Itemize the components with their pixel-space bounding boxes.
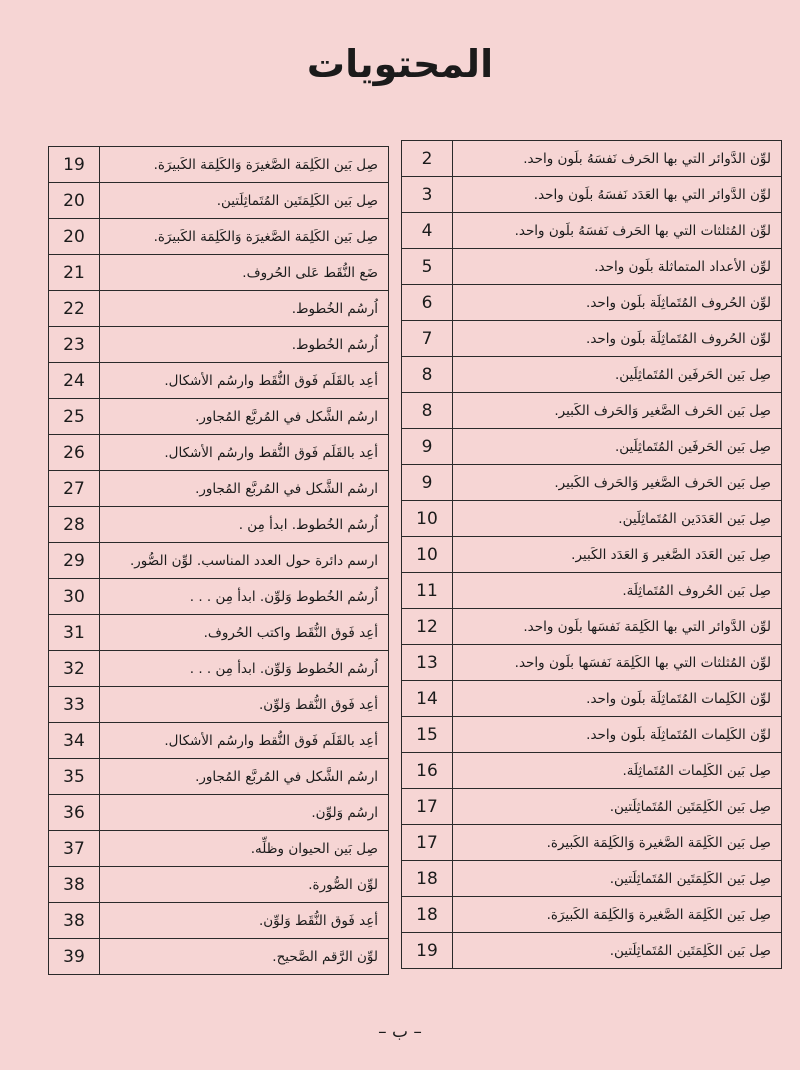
toc-page-number: 34 xyxy=(49,723,100,759)
toc-entry-text: لوِّن المُثلثات التي بها الكَلِمَة نَفسَها بلَون واحد. xyxy=(453,645,782,681)
toc-page-number: 16 xyxy=(402,753,453,789)
toc-row xyxy=(49,183,389,219)
toc-row xyxy=(402,861,782,897)
toc-entry-text: صِل بَين الحَرفَين المُتَماثِلَين. xyxy=(453,357,782,393)
toc-entry-text: لوِّن الصُّورة. xyxy=(100,867,389,903)
toc-entry-text: صِل بَين الكَلِمَة الصَّغيرَة وَالكَلِمَة الكَبيرَة. xyxy=(100,147,389,183)
toc-page-number: 30 xyxy=(49,579,100,615)
toc-page-number: 2 xyxy=(402,141,453,177)
toc-page-number: 29 xyxy=(49,543,100,579)
toc-row xyxy=(49,255,389,291)
toc-row xyxy=(402,393,782,429)
toc-table-right xyxy=(401,140,782,969)
page-title: المحتويات xyxy=(306,42,494,86)
toc-row xyxy=(49,795,389,831)
toc-entry-text: اُرسُم الخُطوط. xyxy=(100,291,389,327)
toc-page-number: 3 xyxy=(402,177,453,213)
toc-entry-text: صِل بَين الكَلِمَتَين المُتَماثِلَتين. xyxy=(100,183,389,219)
toc-entry-text: صِل بَين الكَلِمَة الصَّغيرة وَالكَلِمَة الكَبيرَة. xyxy=(453,897,782,933)
toc-entry-text: صِل بَين الكَلِمَة الصَّغيرَة وَالكَلِمَة الكَبيرَة. xyxy=(100,219,389,255)
toc-row xyxy=(49,579,389,615)
toc-entry-text: صِل بَين العَدَد الصَّغير وَ العَدَد الكَبير. xyxy=(453,537,782,573)
toc-row xyxy=(402,825,782,861)
toc-entry-text: لوِّن الكَلِمات المُتَماثِلَة بلَون واحد. xyxy=(453,681,782,717)
toc-page-number: 22 xyxy=(49,291,100,327)
toc-row xyxy=(402,897,782,933)
toc-row xyxy=(402,321,782,357)
toc-page-number: 32 xyxy=(49,651,100,687)
toc-page-number: 35 xyxy=(49,759,100,795)
toc-page-number: 26 xyxy=(49,435,100,471)
toc-page-number: 17 xyxy=(402,825,453,861)
toc-page-number: 12 xyxy=(402,609,453,645)
toc-row xyxy=(402,789,782,825)
toc-page-number: 21 xyxy=(49,255,100,291)
toc-page-number: 10 xyxy=(402,537,453,573)
toc-row xyxy=(402,537,782,573)
toc-entry-text: لوِّن الدَّوائر التي بها الكَلِمَة نَفسَها بلَون واحد. xyxy=(453,609,782,645)
toc-entry-text: ضَع النُّقَط عَلى الحُروف. xyxy=(100,255,389,291)
toc-row xyxy=(49,399,389,435)
toc-row xyxy=(402,717,782,753)
toc-page-number: 8 xyxy=(402,393,453,429)
toc-page-number: 25 xyxy=(49,399,100,435)
toc-entry-text: صِل بَين الحَرف الصَّغير وَالحَرف الكَبير. xyxy=(453,465,782,501)
toc-entry-text: لوِّن المُثلثات التي بها الحَرف نَفسَهُ بلَون واحد. xyxy=(453,213,782,249)
toc-entry-text: أعِد بالقَلَم فَوق النُّقط وارسُم الأشكال. xyxy=(100,723,389,759)
toc-page-number: 5 xyxy=(402,249,453,285)
toc-page-number: 38 xyxy=(49,903,100,939)
toc-page-number: 33 xyxy=(49,687,100,723)
toc-page-number: 28 xyxy=(49,507,100,543)
toc-row xyxy=(49,291,389,327)
toc-page-number: 27 xyxy=(49,471,100,507)
toc-row xyxy=(402,645,782,681)
toc-entry-text: ارسُم الشَّكل في المُربَّع المُجاور. xyxy=(100,399,389,435)
toc-entry-text: اُرسُم الخُطوط وَلوِّن. ابدأ مِن . . . xyxy=(100,651,389,687)
toc-row xyxy=(402,249,782,285)
toc-page-number: 4 xyxy=(402,213,453,249)
toc-entry-text: لوِّن الأعداد المتماثلة بلَون واحد. xyxy=(453,249,782,285)
toc-row xyxy=(49,543,389,579)
toc-entry-text: لوِّن الدَّوائر التي بها الحَرف نَفسَهُ بلَون واحد. xyxy=(453,141,782,177)
toc-entry-text: ارسُم الشَّكل في المُربَّع المُجاور. xyxy=(100,471,389,507)
toc-page-number: 17 xyxy=(402,789,453,825)
toc-entry-text: صِل بَين الكَلِمَتَين المُتَماثِلَتين. xyxy=(453,789,782,825)
toc-row xyxy=(402,933,782,969)
toc-entry-text: لوِّن الحُروف المُتَماثِلَة بلَون واحد. xyxy=(453,285,782,321)
toc-entry-text: أعِد فَوق النُّقَط واكتب الحُروف. xyxy=(100,615,389,651)
toc-row xyxy=(49,687,389,723)
toc-row xyxy=(49,471,389,507)
toc-entry-text: صِل بَين العَدَدَين المُتَماثِلَين. xyxy=(453,501,782,537)
toc-entry-text: أعِد فَوق النُّقط وَلوِّن. xyxy=(100,687,389,723)
toc-row xyxy=(49,507,389,543)
toc-row xyxy=(402,501,782,537)
toc-page-number: 9 xyxy=(402,465,453,501)
toc-row xyxy=(402,177,782,213)
toc-row xyxy=(49,651,389,687)
toc-row xyxy=(49,759,389,795)
toc-entry-text: لوِّن الرَّقم الصَّحيح. xyxy=(100,939,389,975)
toc-page-number: 11 xyxy=(402,573,453,609)
toc-row xyxy=(49,147,389,183)
toc-entry-text: صِل بَين الحَرفَين المُتَماثِلَين. xyxy=(453,429,782,465)
toc-row xyxy=(49,831,389,867)
toc-page-number: 38 xyxy=(49,867,100,903)
toc-row xyxy=(49,867,389,903)
toc-entry-text: صِل بَين الحيوان وظلِّه. xyxy=(100,831,389,867)
toc-entry-text: اُرسُم الخُطوط. xyxy=(100,327,389,363)
toc-entry-text: اُرسُم الخُطوط. ابدأ مِن . xyxy=(100,507,389,543)
toc-row xyxy=(402,429,782,465)
toc-entry-text: أعِد بالقَلَم فَوق النُّقَط وارسُم الأشكال. xyxy=(100,363,389,399)
toc-page-number: 9 xyxy=(402,429,453,465)
toc-entry-text: أعِد بالقَلَم فَوق النُّقط وارسُم الأشكال. xyxy=(100,435,389,471)
toc-row xyxy=(402,465,782,501)
toc-row xyxy=(402,213,782,249)
toc-page-number: 15 xyxy=(402,717,453,753)
toc-page-number: 19 xyxy=(49,147,100,183)
toc-page-number: 10 xyxy=(402,501,453,537)
toc-page-number: 18 xyxy=(402,861,453,897)
toc-entry-text: صِل بَين الكَلِمَة الصَّغيرة وَالكَلِمَة الكَبيرة. xyxy=(453,825,782,861)
toc-entry-text: ارسم دائرة حول العدد المناسب. لوِّن الصُّور. xyxy=(100,543,389,579)
toc-page-number: 13 xyxy=(402,645,453,681)
toc-page-number: 20 xyxy=(49,219,100,255)
toc-row xyxy=(402,753,782,789)
toc-entry-text: لوِّن الدَّوائر التي بها العَدَد نَفسَهُ بلَون واحد. xyxy=(453,177,782,213)
toc-row xyxy=(49,435,389,471)
toc-entry-text: ارسُم وَلوِّن. xyxy=(100,795,389,831)
toc-page-number: 19 xyxy=(402,933,453,969)
toc-row xyxy=(402,681,782,717)
toc-page-number: 36 xyxy=(49,795,100,831)
toc-entry-text: لوِّن الكَلِمات المُتَماثِلَة بلَون واحد. xyxy=(453,717,782,753)
toc-left-body xyxy=(49,147,389,975)
toc-entry-text: صِل بَين الكَلِمَتَين المُتَماثِلَتين. xyxy=(453,933,782,969)
toc-row xyxy=(49,327,389,363)
toc-entry-text: صِل بَين الكَلِمَتَين المُتَماثِلَتين. xyxy=(453,861,782,897)
toc-page-number: 7 xyxy=(402,321,453,357)
toc-row xyxy=(402,573,782,609)
toc-table-left xyxy=(48,146,389,975)
toc-row xyxy=(49,615,389,651)
toc-page-number: 37 xyxy=(49,831,100,867)
toc-entry-text: اُرسُم الخُطوط وَلوِّن. ابدأ مِن . . . xyxy=(100,579,389,615)
toc-page-number: 23 xyxy=(49,327,100,363)
toc-row xyxy=(402,609,782,645)
toc-row xyxy=(402,285,782,321)
toc-page-number: 8 xyxy=(402,357,453,393)
toc-entry-text: صِل بَين الكَلِمات المُتَماثِلَة. xyxy=(453,753,782,789)
toc-entry-text: لوِّن الحُروف المُتَماثِلَة بلَون واحد. xyxy=(453,321,782,357)
toc-row xyxy=(49,219,389,255)
toc-row xyxy=(49,903,389,939)
toc-page-number: 24 xyxy=(49,363,100,399)
toc-page-number: 14 xyxy=(402,681,453,717)
toc-entry-text: ارسُم الشَّكل في المُربَّع المُجاور. xyxy=(100,759,389,795)
toc-row xyxy=(402,357,782,393)
toc-entry-text: أعِد فَوق النُّقَط وَلوِّن. xyxy=(100,903,389,939)
toc-row xyxy=(49,363,389,399)
toc-page-number: 6 xyxy=(402,285,453,321)
footer-page-marker: – ب – xyxy=(378,1022,422,1042)
toc-entry-text: صِل بَين الحُروف المُتَماثِلَة. xyxy=(453,573,782,609)
toc-page-number: 18 xyxy=(402,897,453,933)
toc-row xyxy=(49,939,389,975)
toc-right-body xyxy=(402,141,782,969)
toc-page-number: 31 xyxy=(49,615,100,651)
toc-row xyxy=(49,723,389,759)
toc-page-number: 39 xyxy=(49,939,100,975)
toc-entry-text: صِل بَين الحَرف الصَّغير وَالحَرف الكَبير. xyxy=(453,393,782,429)
toc-row xyxy=(402,141,782,177)
toc-page-number: 20 xyxy=(49,183,100,219)
